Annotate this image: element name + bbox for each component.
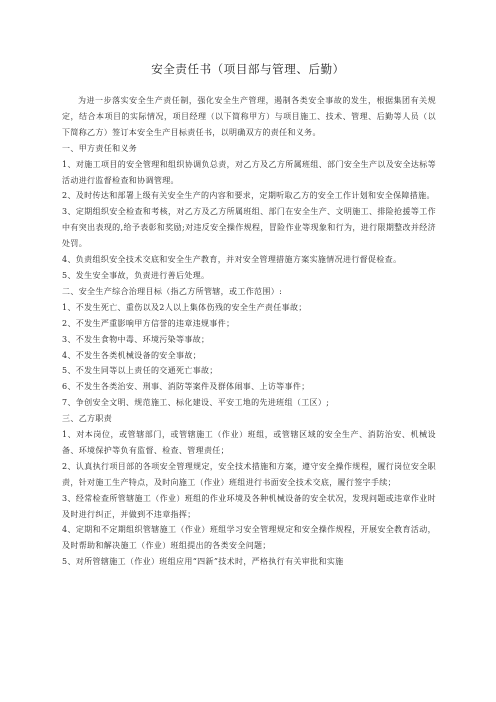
section-3-item: 3、经常检查所管辖施工（作业）班组的作业环境及各种机械设备的安全状况，发现问题或违章作业时及时进行纠正，并做到不违章指挥； [62, 493, 436, 519]
section-1-item: 1、对施工项目的安全管理和组织协调负总责，对乙方及乙方所属班组、部门安全生产以及安全达标等活动进行监督检查和协调管理。 [62, 159, 436, 185]
document-body [62, 93, 436, 570]
section-1-item: 3、定期组织安全检查和考核，对乙方及乙方所属班组、部门在安全生产、文明施工、排险抢援等工作中有突出表现的,给予表彰和奖励;对违反安全操作规程，冒险作业等现象和行为，进行限期整改并经济处罚。 [62, 207, 436, 249]
section-2-item: 1、不发生死亡、重伤以及2人以上集体伤残的安全生产责任事故； [62, 302, 307, 312]
section-2-item: 4、不发生各类机械设备的安全事故； [62, 350, 202, 360]
section-3-item: 5、对所管辖施工（作业）班组应用“四新”技术时，严格执行有关审批和实施 [62, 557, 344, 567]
section-3-item: 1、对本岗位，或管辖部门，或管辖施工（作业）班组，或管辖区域的安全生产、消防治安、机械设备、环境保护等负有监督、检查、管理责任； [62, 430, 436, 455]
section-2-item: 6、不发生各类治安、刑事、消防等案件及群体闹事、上访等事件； [62, 382, 310, 392]
intro-paragraph: 为进一步落实安全生产责任制，强化安全生产管理，遏制各类安全事故的发生，根据集团有关规定，结合本项目的实际情况，项目经理（以下简称甲方）与项目施工、技术、管理、后勤等人员（以下简称乙方）签订本安全生产目标责任书，以明确双方的责任和义务。 [62, 96, 436, 137]
section-2-heading: 二、安全生产综合治理目标（指乙方所管辖，或工作范围）: [62, 286, 283, 296]
section-3-item: 4、定期和不定期组织管辖施工（作业）班组学习安全管理规定和安全操作规程，开展安全教育活动，及时帮助和解决施工（作业）班组提出的各类安全问题； [62, 525, 436, 551]
section-3-heading: 三、乙方职责 [62, 414, 113, 424]
section-2-item: 5、不发生同等以上责任的交通死亡事故； [62, 366, 218, 376]
document-title: 安全责任书（项目部与管理、后勤） [151, 62, 345, 76]
section-1-item: 2、及时传达和部署上级有关安全生产的内容和要求，定期听取乙方的安全工作计划和安全保障措施。 [62, 191, 435, 201]
section-1-item: 4、负责组织安全技术交底和安全生产教育，并对安全管理措施方案实施情况进行督促检查。 [62, 255, 402, 265]
section-3-item: 2、认真执行项目部的各项安全管理规定，安全技术措施和方案，遵守安全操作规程，履行岗位安全职责，针对施工生产特点，及时向施工（作业）班组进行书面安全技术交底，履行签字手续； [62, 461, 436, 487]
section-2-item: 2、不发生严重影响甲方信誉的违章违规事件； [62, 318, 235, 328]
section-2-item: 7、争创安全文明、规范施工、标化建设、平安工地的先进班组（工区）; [62, 398, 330, 408]
section-1-item: 5、发生安全事故，负责进行善后处理。 [62, 270, 210, 280]
section-2-item: 3、不发生食物中毒、环境污染等事故； [62, 334, 210, 344]
section-1-heading: 一、甲方责任和义务 [62, 143, 138, 153]
